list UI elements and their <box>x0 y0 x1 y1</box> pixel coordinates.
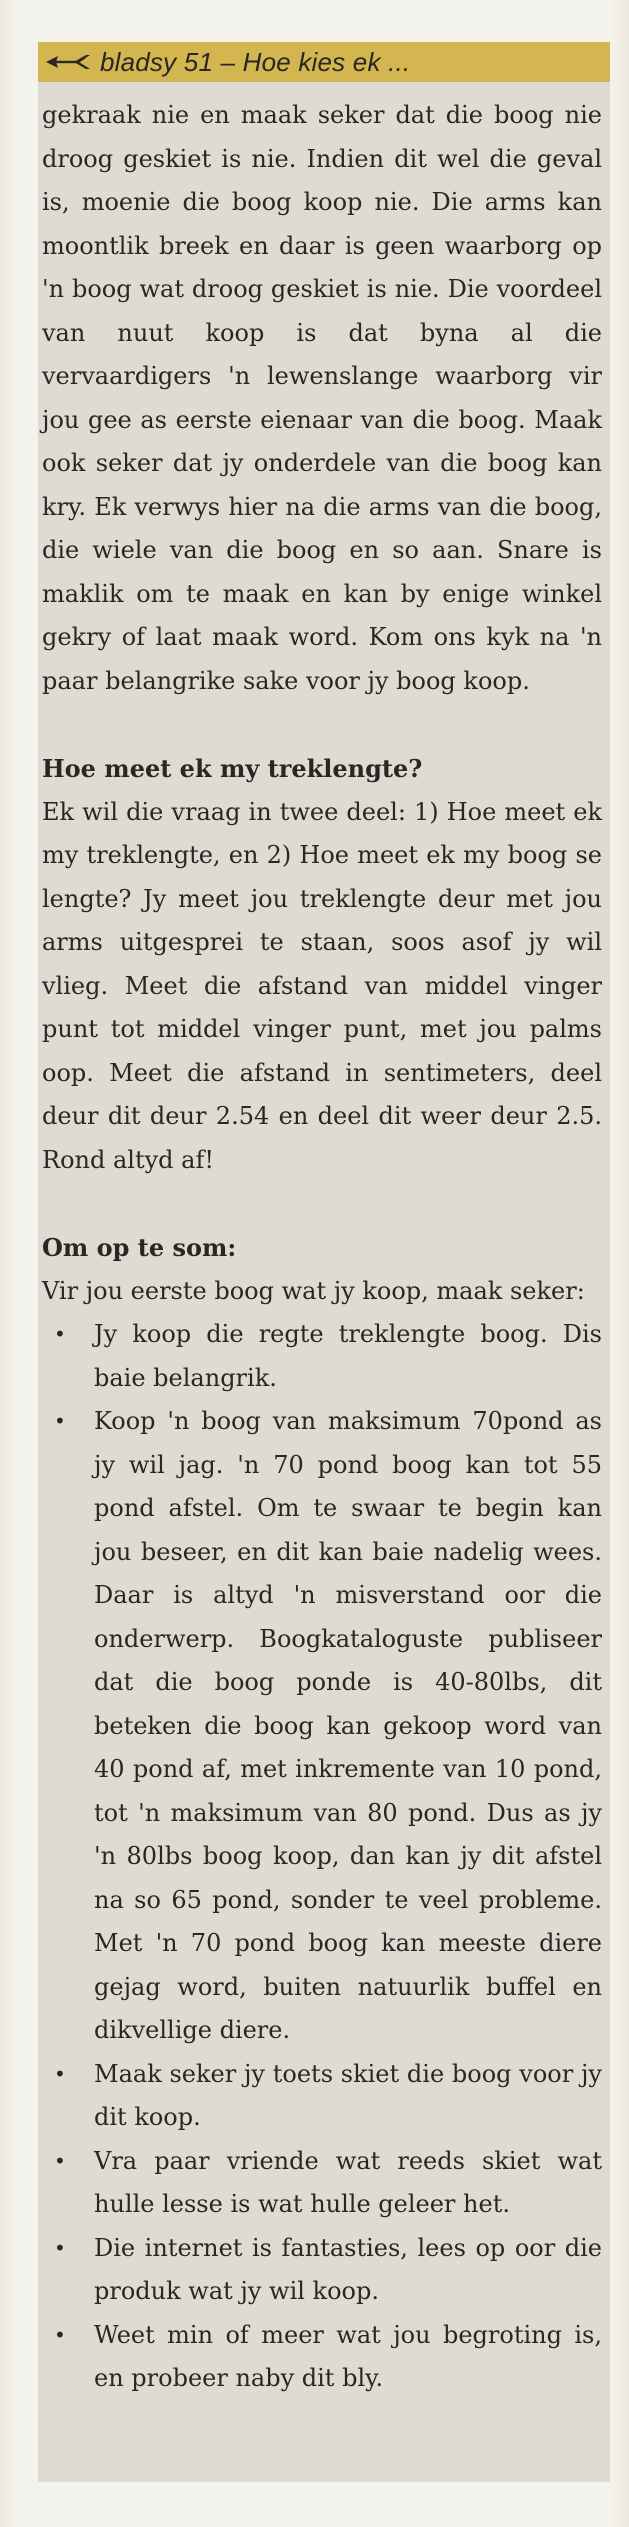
bullet-marker: • <box>54 2235 66 2260</box>
section-intro-opsomming: Vir jou eerste boog wat jy koop, maak seker: <box>42 1276 585 1305</box>
article-body <box>42 94 602 2401</box>
list-item-text: Die internet is fantasties, lees op oor die produk wat jy wil koop. <box>94 2233 602 2305</box>
bullet-marker: • <box>54 2322 66 2347</box>
section-gap <box>42 1182 602 1226</box>
bullet-marker: • <box>54 2148 66 2173</box>
list-item-text: Vra paar vriende wat reeds skiet wat hulle lesse is wat hulle geleer het. <box>94 2146 602 2218</box>
list-item <box>42 1313 602 1400</box>
bullet-marker: • <box>54 1322 66 1346</box>
bullet-marker: • <box>54 2061 66 2086</box>
bullet-marker: • <box>54 1409 66 1433</box>
page-header <box>38 42 610 82</box>
section-gap <box>42 703 602 747</box>
list-item <box>42 2053 602 2140</box>
intro-paragraph: gekraak nie en maak seker dat die boog nie droog geskiet is nie. Indien dit wel die geval is, moenie die boog koop nie. Die arms kan moontlik breek en daar is geen waarborg op 'n boog wat droog geskiet is nie. Die voordeel van nuut koop is dat byna al die vervaardigers 'n lewenslange waarborg vir jou gee as eerste eienaar van die boog. Maak ook seker dat jy onderdele van die boog kan kry. Ek verwys hier na die arms van die boog, die wiele van die boog en so aan. Snare is maklik om te maak en kan by enige winkel gekry of laat maak word. Kom ons kyk na 'n paar belangrike sake voor jy boog koop. <box>42 101 602 695</box>
section-heading-opsomming: Om op te som: <box>42 1233 237 1262</box>
section-paragraph-treklengte: Ek wil die vraag in twee deel: 1) Hoe meet ek my treklengte, en 2) Hoe meet ek my boog se lengte? Jy meet jou treklengte deur met jou arms uitgesprei te staan, soos asof jy wil vlieg. Meet die afstand van middel vinger punt tot middel vinger punt, met jou palms oop. Meet die afstand in sentimeters, deel deur dit deur 2.54 en deel dit weer deur 2.5. Rond altyd af! <box>42 797 602 1174</box>
list-item <box>42 1400 602 2053</box>
list-item <box>42 2140 602 2227</box>
section-heading-treklengte: Hoe meet ek my treklengte? <box>42 754 423 783</box>
page-header-title: bladsy 51 – Hoe kies ek ... <box>100 46 411 77</box>
bullet-list <box>42 1313 602 2401</box>
list-item-text: Weet min of meer wat jou begroting is, en probeer naby dit bly. <box>94 2320 602 2392</box>
list-item-text: Jy koop die regte treklengte boog. Dis baie belangrik. <box>94 1320 602 1392</box>
list-item <box>42 2227 602 2314</box>
article-column <box>38 42 610 2482</box>
list-item-text: Maak seker jy toets skiet die boog voor jy dit koop. <box>94 2059 602 2131</box>
arrow-icon <box>46 54 90 70</box>
list-item-text: Koop 'n boog van maksimum 70pond as jy wil jag. 'n 70 pond boog kan tot 55 pond afstel. Om te swaar te begin kan jou beseer, en dit kan baie nadelig wees. Daar is altyd 'n misverstand oor die onderwerp. Boogkataloguste publiseer dat die boog ponde is 40-80lbs, dit beteken die boog kan gekoop word van 40 pond af, met inkremente van 10 pond, tot 'n maksimum van 80 pond. Dus as jy 'n 80lbs boog koop, dan kan jy dit afstel na so 65 pond, sonder te veel probleme. Met 'n 70 pond boog kan meeste diere gejag word, buiten natuurlik buffel en dikvellige diere. <box>94 1407 602 2044</box>
list-item <box>42 2314 602 2401</box>
